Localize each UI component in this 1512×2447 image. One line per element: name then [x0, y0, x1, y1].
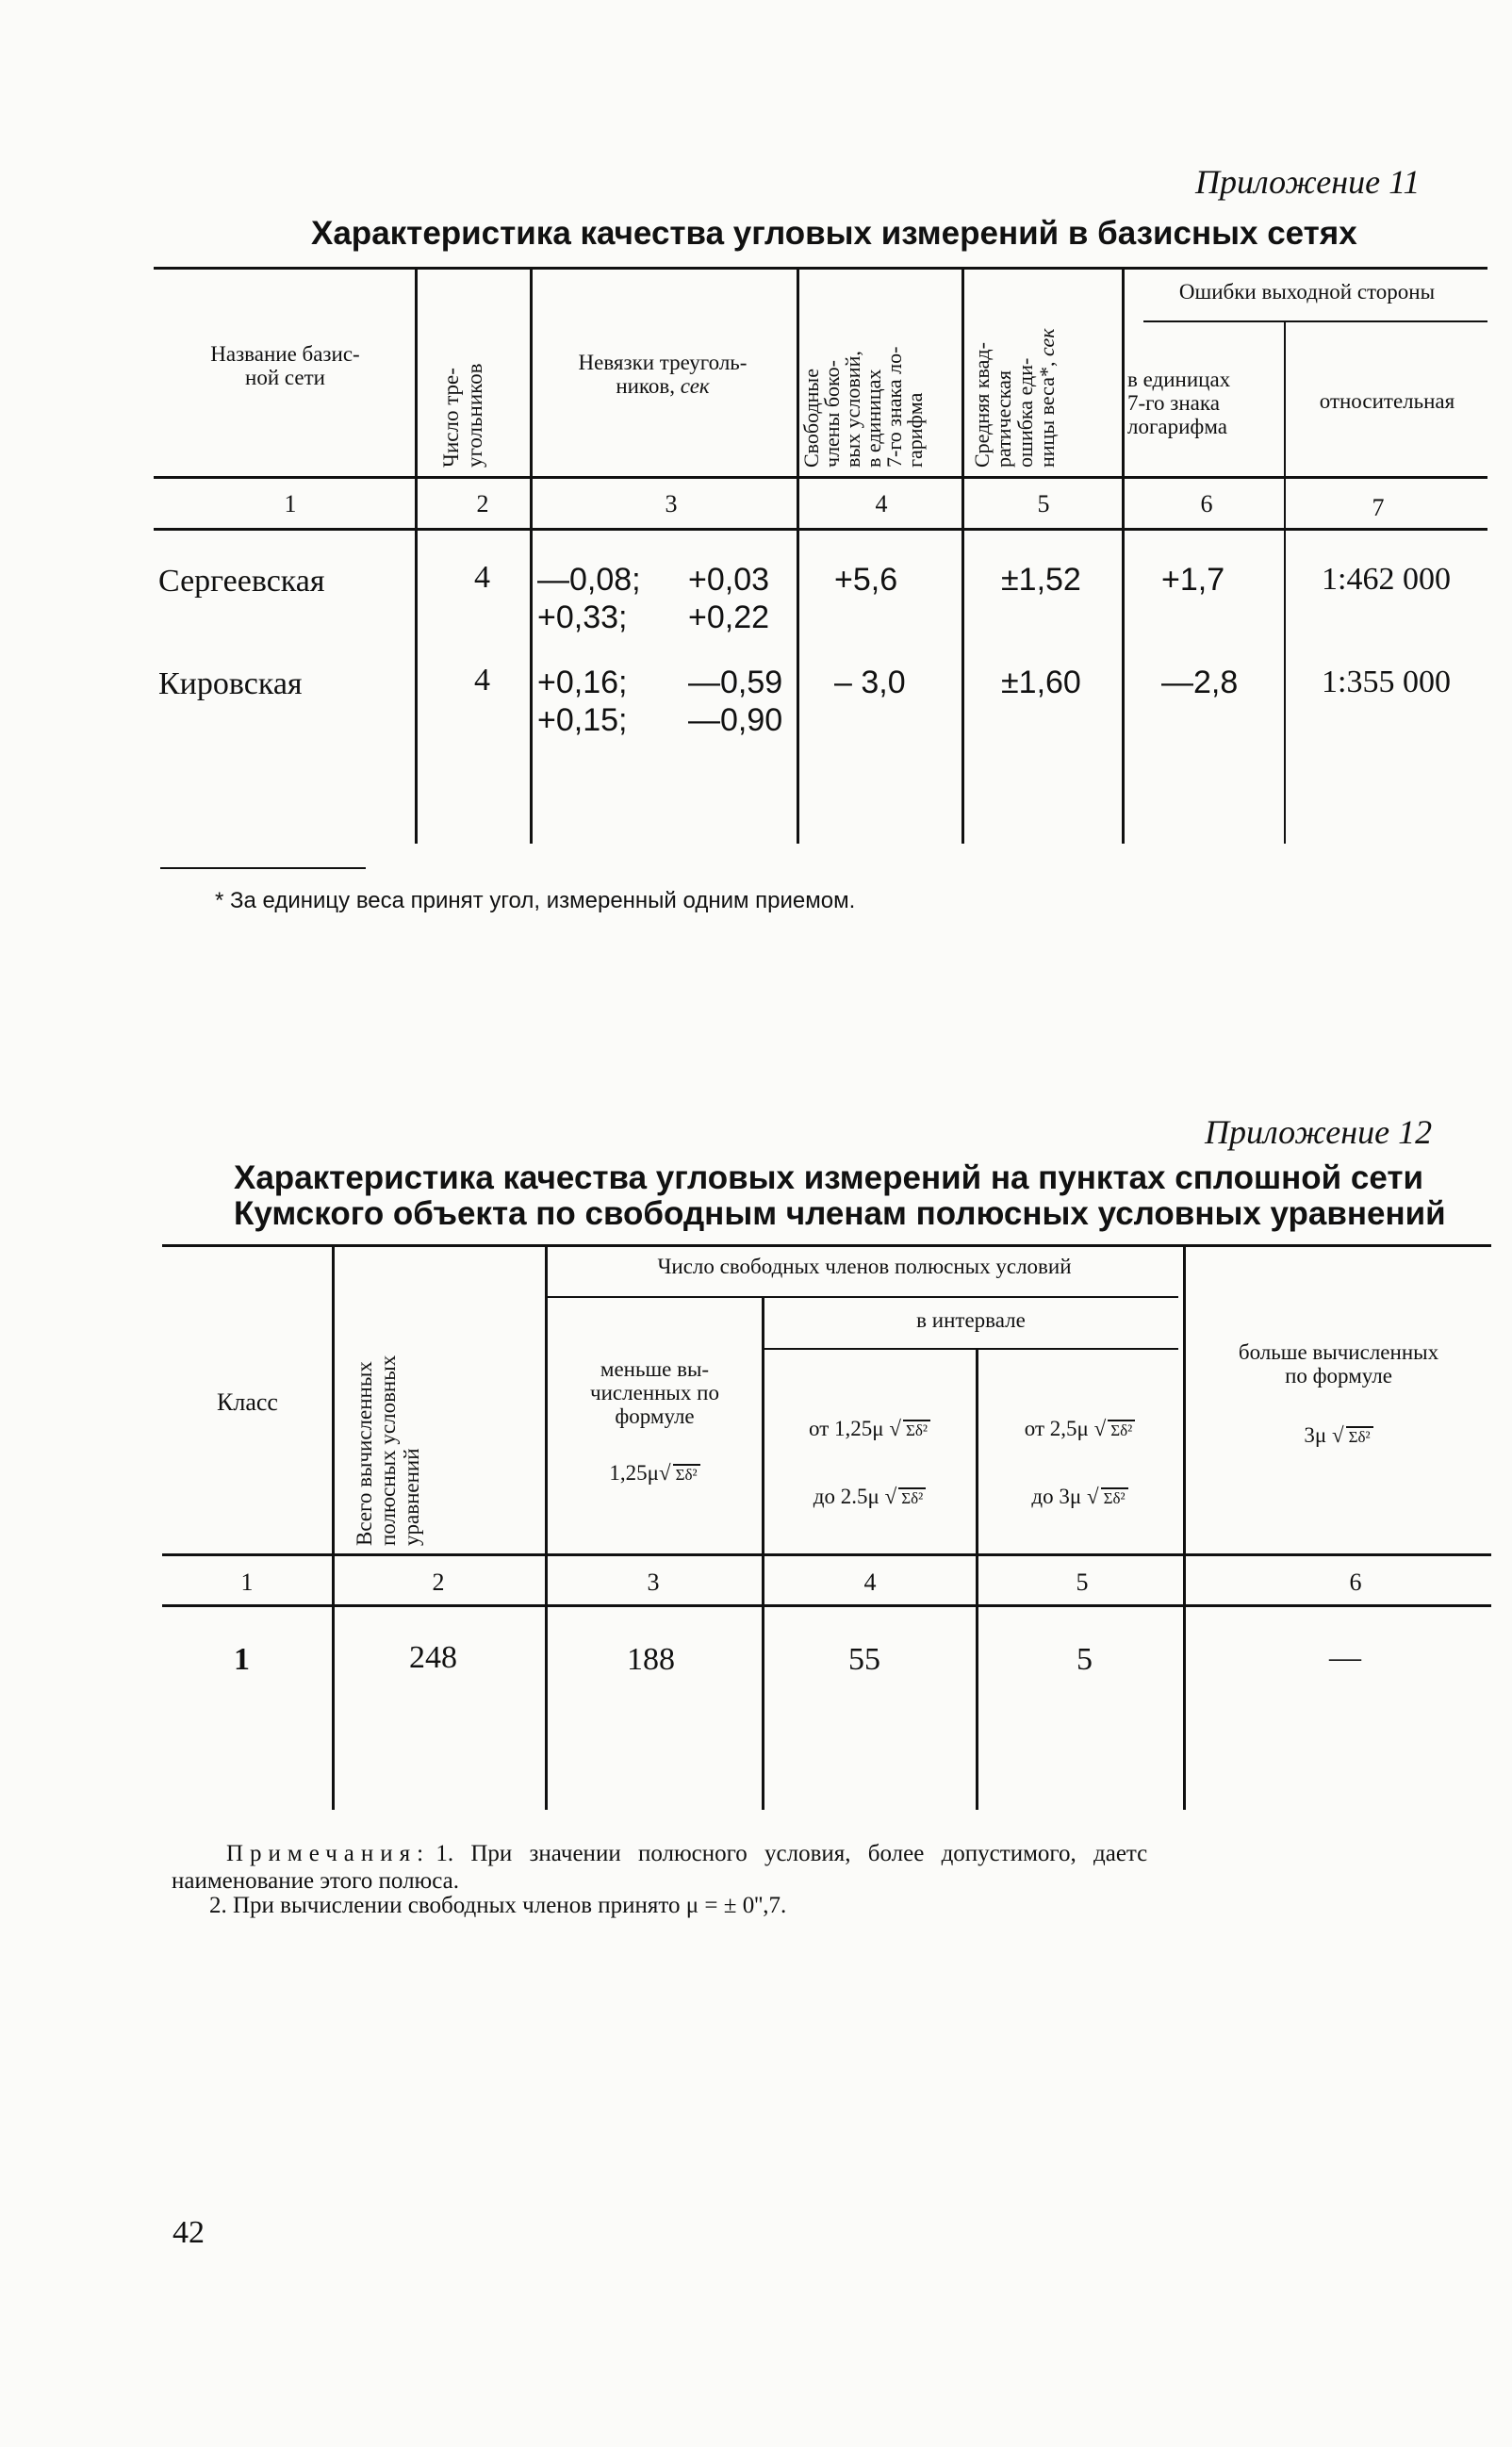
root-symbol: √	[889, 1417, 901, 1440]
formula-interval-2-to: до 3μ √ Σδ²	[978, 1485, 1181, 1508]
notes-line-3: 2. При вычислении свободных членов принято μ = ± 0'',7.	[209, 1893, 787, 1918]
appendix-11-title: Характеристика качества угловых измерений в базисных сетях	[311, 215, 1357, 252]
rms-error-value: ±1,52	[1001, 562, 1081, 598]
relative-error-value: 1:462 000	[1322, 562, 1451, 597]
header-errors-log-units: в единицах 7-го знака логарифма	[1127, 368, 1231, 438]
page-number: 42	[173, 2215, 205, 2250]
root-symbol: √	[1086, 1485, 1099, 1508]
appendix-12-title-line-2: Кумского объекта по свободным членам полюсных условных уравнений	[234, 1195, 1446, 1232]
header-less-than-formula: меньше вы- численных по формуле	[590, 1357, 719, 1428]
header-more-than-formula: больше вычисленных по формуле	[1238, 1340, 1439, 1388]
column-number: 4	[863, 1568, 877, 1596]
column-number: 3	[665, 490, 678, 517]
column-number: 6	[1200, 490, 1213, 517]
footnote-divider	[160, 867, 366, 869]
header-triangle-count: Число тре- угольников	[439, 363, 486, 468]
misclosure-value: +0,22	[688, 599, 770, 635]
interval-2-count-value: 5	[1076, 1642, 1093, 1677]
footnote: * За единицу веса принят угол, измеренный одним приемом.	[215, 888, 856, 913]
misclosure-value: +0,03	[688, 562, 770, 598]
misclosure-value: —0,90	[688, 702, 783, 738]
interval-1-count-value: 55	[848, 1642, 880, 1677]
header-output-side-errors: Ошибки выходной стороны	[1178, 280, 1436, 304]
column-number: 2	[432, 1568, 445, 1596]
network-name: Кировская	[158, 666, 303, 701]
header-total-equations: Всего вычисленных полюсных условных уравнений	[353, 1355, 423, 1546]
class-value: 1	[234, 1642, 250, 1677]
appendix-11-label: Приложение 11	[1195, 163, 1421, 201]
log-error-value: +1,7	[1161, 562, 1225, 598]
header-rms-error: Средняя квад- ратическая ошибка еди- ницы веса*, сек	[970, 328, 1059, 468]
misclosure-value: —0,08;	[537, 562, 641, 598]
column-number: 2	[476, 490, 489, 517]
header-network-name: Название базис- ной сети	[210, 342, 360, 389]
formula-interval-1-to: до 2.5μ √ Σδ²	[764, 1485, 976, 1508]
formula-interval-2-from: от 2,5μ √ Σδ²	[978, 1417, 1181, 1440]
header-misclosures: Невязки треуголь- ников, сек	[578, 351, 748, 398]
root-symbol: √	[884, 1485, 897, 1508]
appendix-12-label: Приложение 12	[1205, 1113, 1433, 1151]
notes-line-1: Примечания: 1. При значении полюсного условия, более допустимого, даетс	[226, 1841, 1148, 1866]
free-term-value: +5,6	[834, 562, 898, 598]
root-symbol: √	[1331, 1423, 1344, 1447]
column-number: 1	[240, 1568, 254, 1596]
notes-line-2: наименование этого полюса.	[172, 1868, 459, 1894]
log-error-value: —2,8	[1161, 665, 1239, 700]
relative-error-value: 1:355 000	[1322, 665, 1451, 699]
less-count-value: 188	[627, 1642, 675, 1677]
column-number: 5	[1037, 490, 1050, 517]
column-number: 1	[284, 490, 297, 517]
free-term-value: – 3,0	[834, 665, 906, 700]
column-number: 7	[1372, 494, 1385, 521]
rms-error-value: ±1,60	[1001, 665, 1081, 700]
header-errors-relative: относительная	[1319, 389, 1455, 413]
more-count-value: —	[1329, 1640, 1361, 1675]
misclosure-value: +0,16;	[537, 665, 628, 700]
triangle-count: 4	[474, 560, 490, 595]
triangle-count: 4	[474, 663, 490, 698]
header-free-terms-count: Число свободных членов полюсных условий	[657, 1255, 1072, 1278]
header-free-terms: Свободные члены боко- вых условий, в единицах 7-го знака ло- гарифма	[799, 346, 927, 468]
column-number: 5	[1076, 1568, 1089, 1596]
formula-interval-1-from: от 1,25μ √ Σδ²	[764, 1417, 976, 1440]
formula-less: 1,25μ√ Σδ²	[549, 1461, 761, 1485]
header-in-interval: в интервале	[916, 1308, 1026, 1332]
appendix-12-title-line-1: Характеристика качества угловых измерений на пунктах сплошной сети	[234, 1159, 1424, 1196]
header-class: Класс	[217, 1388, 278, 1416]
formula-more: 3μ √ Σδ²	[1186, 1423, 1491, 1447]
column-number: 6	[1349, 1568, 1362, 1596]
misclosure-value: +0,33;	[537, 599, 628, 635]
root-symbol: √	[1093, 1417, 1107, 1440]
network-name: Сергеевская	[158, 564, 325, 599]
column-number: 4	[875, 490, 888, 517]
column-number: 3	[647, 1568, 660, 1596]
misclosure-value: —0,59	[688, 665, 783, 700]
root-symbol: √	[658, 1461, 671, 1485]
total-equations-value: 248	[409, 1640, 457, 1675]
misclosure-value: +0,15;	[537, 702, 628, 738]
